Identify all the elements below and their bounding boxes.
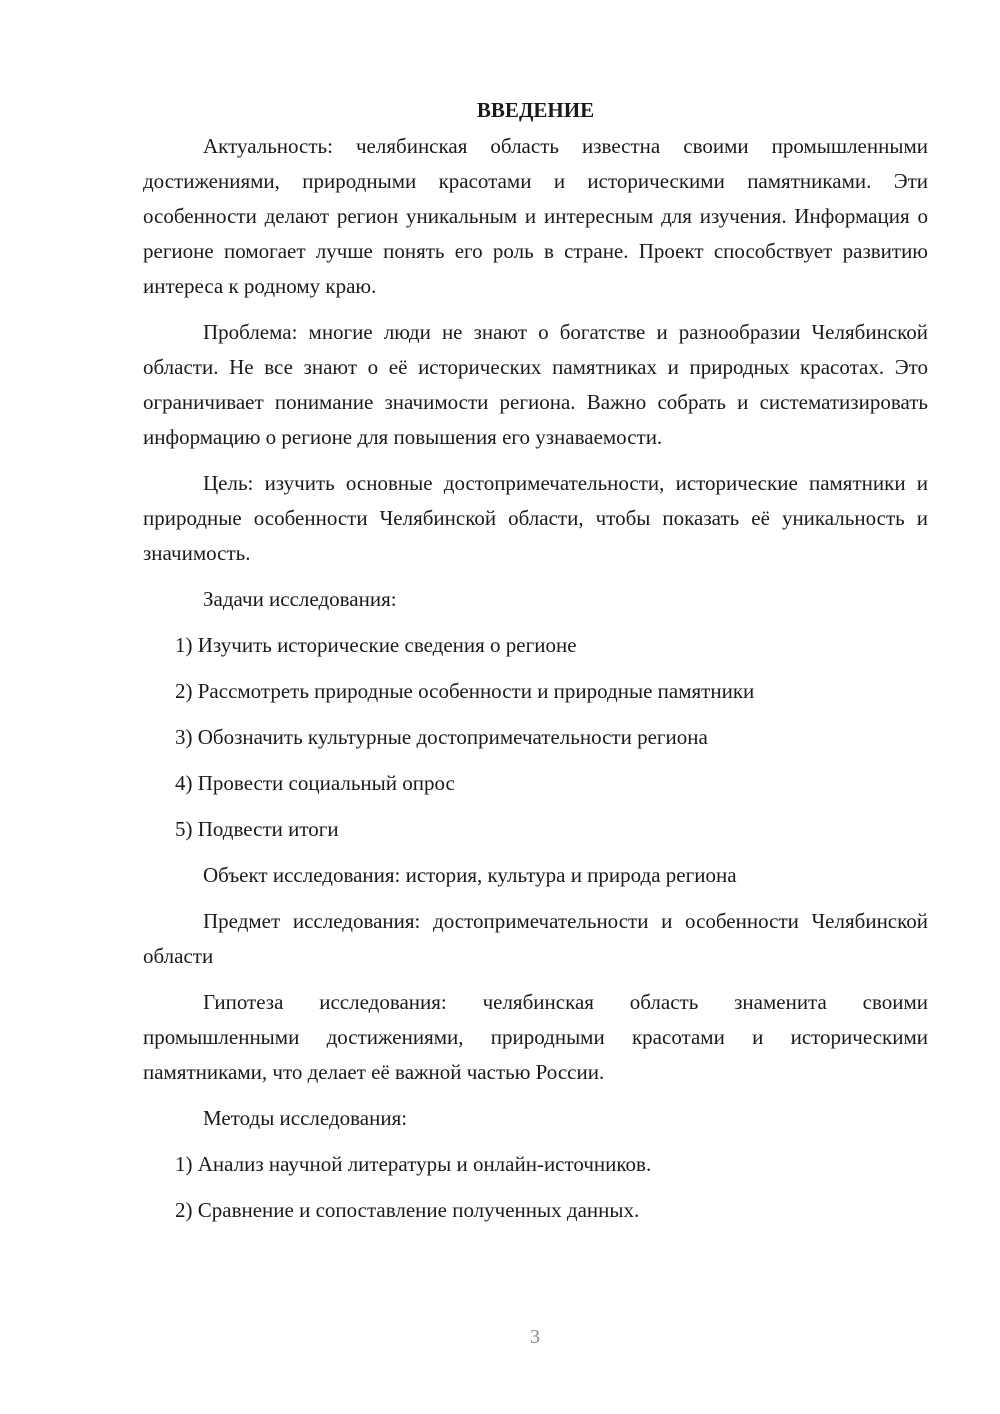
methods-heading: Методы исследования: xyxy=(203,1106,408,1130)
task-item: 1) Изучить исторические сведения о регионе xyxy=(175,633,577,657)
document-page xyxy=(143,93,928,1239)
problem-paragraph: Проблема: многие люди не знают о богатстве и разнообразии Челябинской области. Не все знают о её исторических памятниках и природных красотах. Это ограничивает понимание значимости региона. Важно собрать и систематизировать информацию о регионе для повышения его узнаваемости. xyxy=(143,320,928,449)
task-item: 5) Подвести итоги xyxy=(175,817,339,841)
task-item: 2) Рассмотреть природные особенности и природные памятники xyxy=(175,679,755,703)
relevance-paragraph: Актуальность: челябинская область известна своими промышленными достижениями, природными красотами и историческими памятниками. Эти особенности делают регион уникальным и интересным для изучения. Информация о регионе помогает лучше понять его роль в стране. Проект способствует развитию интереса к родному краю. xyxy=(143,134,928,298)
tasks-list xyxy=(143,628,928,847)
goal-paragraph: Цель: изучить основные достопримечательности, исторические памятники и природные особенности Челябинской области, чтобы показать её уникальность и значимость. xyxy=(143,471,928,565)
method-item: 1) Анализ научной литературы и онлайн-источников. xyxy=(175,1152,652,1176)
tasks-heading: Задачи исследования: xyxy=(203,587,397,611)
methods-list xyxy=(143,1147,928,1228)
subject-paragraph: Предмет исследования: достопримечательности и особенности Челябинской области xyxy=(143,909,928,968)
task-item: 3) Обозначить культурные достопримечательности региона xyxy=(175,725,708,749)
page-number: 3 xyxy=(530,1326,540,1348)
object-paragraph: Объект исследования: история, культура и природа региона xyxy=(203,863,737,887)
section-title: ВВЕДЕНИЕ xyxy=(476,98,595,122)
method-item: 2) Сравнение и сопоставление полученных данных. xyxy=(175,1198,640,1222)
hypothesis-paragraph: Гипотеза исследования: челябинская область знаменита своими промышленными достижениями, природными красотами и историческими памятниками, что делает её важной частью России. xyxy=(143,990,928,1084)
task-item: 4) Провести социальный опрос xyxy=(175,771,455,795)
